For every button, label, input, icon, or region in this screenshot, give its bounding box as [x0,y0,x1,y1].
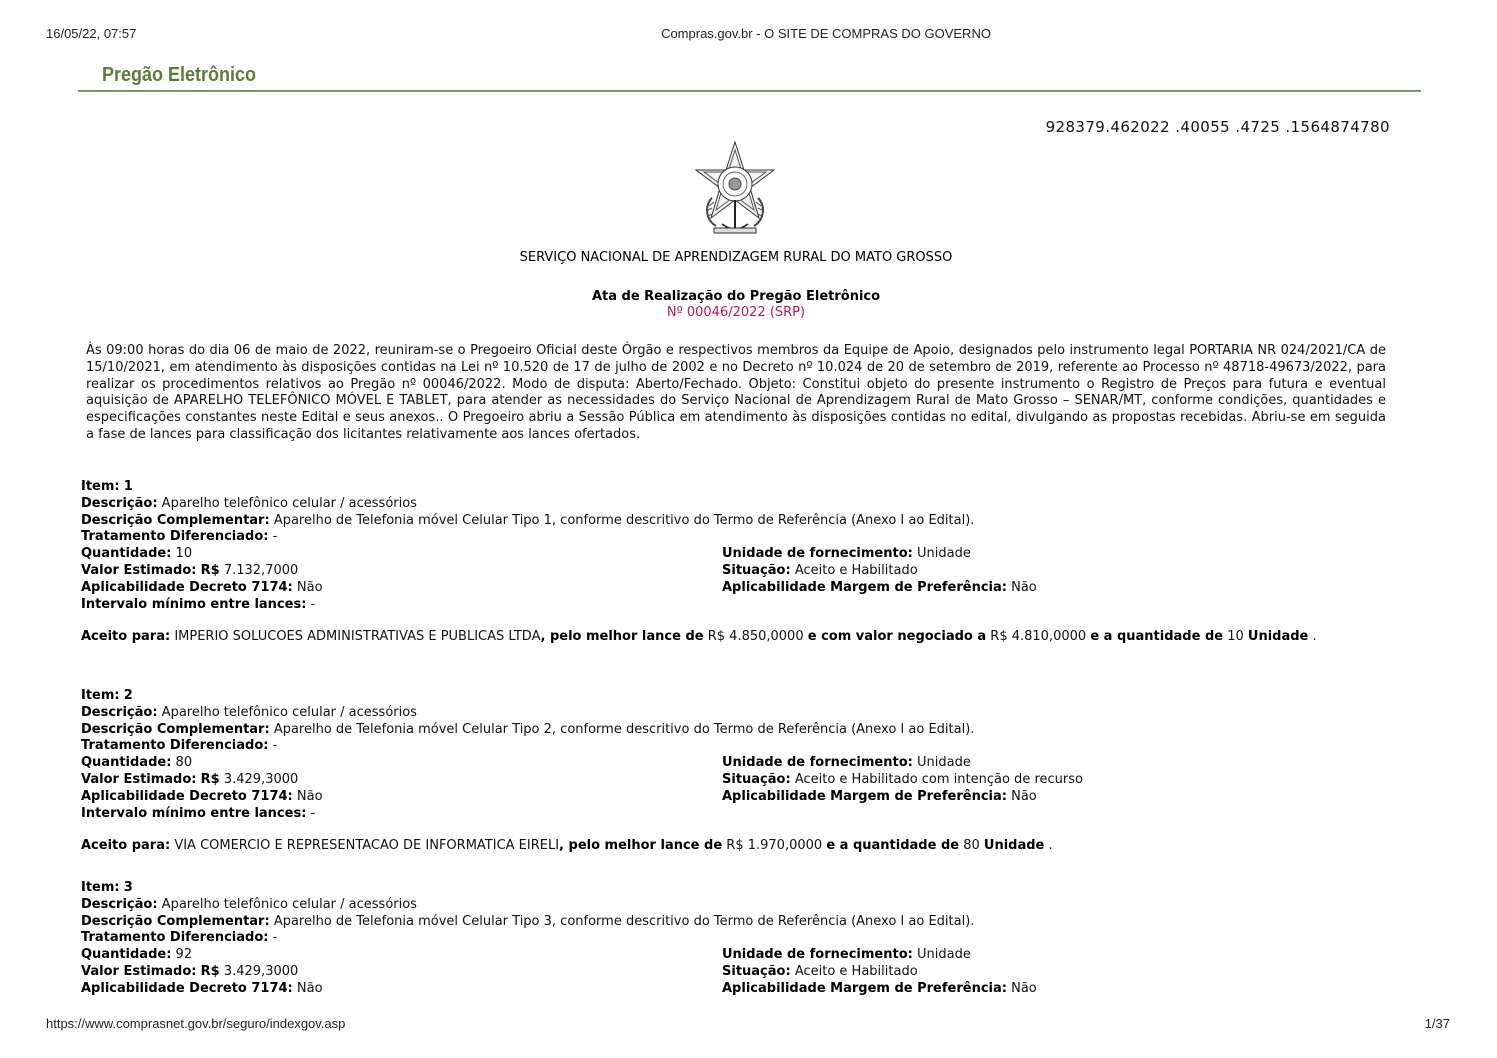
winner-name: IMPERIO SOLUCOES ADMINISTRATIVAS E PUBLICAS LTDA [174,629,541,644]
header-divider [78,90,1421,92]
item-description: Aparelho telefônico celular / acessórios [161,495,417,511]
item-block: Item: 2 Descrição: Aparelho telefônico celular / acessórios Descrição Complementar: Aparelho de Telefonia móvel Celular Tipo 2, conforme descritivo do Termo de Referência (Anexo I ao Edital). Tratamento Diferenciado: - Quantidade: 80 Unidade de fornecimento: Unidade Valor Estimado: R$ 3.429,3000 Situação: Aceito e Habilitado com intenção de recurso Aplicabilidade Decreto 7174: Não Aplicabilidade Margem de Preferência: Não Intervalo mínimo entre lances: - [81,688,1083,821]
item-accepted: Aceito para: IMPERIO SOLUCOES ADMINISTRATIVAS E PUBLICAS LTDA, pelo melhor lance de R$ 4.850,0000 e com valor negociado a R$ 4.810,0000 e a quantidade de 10 Unidade . [81,629,1317,644]
item-estimated-value: 3.429,3000 [223,963,299,979]
print-page-counter: 1/37 [1424,1016,1450,1031]
item-accepted: Aceito para: VIA COMERCIO E REPRESENTACAO DE INFORMATICA EIRELI, pelo melhor lance de R$ 1.970,0000 e a quantidade de 80 Unidade . [81,838,1053,853]
print-page-title: Compras.gov.br - O SITE DE COMPRAS DO GOVERNO [661,26,991,41]
item-block: Item: 1 Descrição: Aparelho telefônico celular / acessórios Descrição Complementar: Aparelho de Telefonia móvel Celular Tipo 1, conforme descritivo do Termo de Referência (Anexo I ao Edital). Tratamento Diferenciado: - Quantidade: 10 Unidade de fornecimento: Unidade Valor Estimado: R$ 7.132,7000 Situação: Aceito e Habilitado Aplicabilidade Decreto 7174: Não Aplicabilidade Margem de Preferência: Não Intervalo mínimo entre lances: - [81,479,1037,612]
item-description: Aparelho telefônico celular / acessórios [161,896,417,912]
document-number-srp: Nº 00046/2022 (SRP) [666,305,806,320]
item-number: 2 [123,688,133,703]
item-estimated-value: 7.132,7000 [223,562,299,578]
item-description-compl: Aparelho de Telefonia móvel Celular Tipo 1, conforme descritivo do Termo de Referência (Anexo I ao Edital). [273,512,975,528]
print-datetime: 16/05/22, 07:57 [46,26,137,41]
item-status: Aceito e Habilitado [794,562,918,578]
item-description-compl: Aparelho de Telefonia móvel Celular Tipo 2, conforme descritivo do Termo de Referência (Anexo I ao Edital). [273,721,975,737]
organization-name: SERVIÇO NACIONAL DE APRENDIZAGEM RURAL DO MATO GROSSO [519,250,953,265]
intro-paragraph: Às 09:00 horas do dia 06 de maio de 2022, reuniram-se o Pregoeiro Oficial deste Órgão e respectivos membros da Equipe de Apoio, designados pelo instrumento legal PORTARIA NR 024/2021/CA de 15/10/2021, em atendimento às disposições contidas na Lei nº 10.520 de 17 de julho de 2002 e no Decreto nº 10.024 de 20 de setembro de 2019, referente ao Processo nº 48718-49673/2022, para realizar os procedimentos relativos ao Pregão nº 00046/2022. Modo de disputa: Aberto/Fechado. Objeto: Constitui objeto do presente instrumento o Registro de Preços para futura e eventual aquisição de APARELHO TELEFÔNICO MÓVEL E TABLET, para atender as necessidades do Serviço Nacional de Aprendizagem Rural de Mato Grosso – SENAR/MT, conforme condições, quantidades e especificações constantes neste Edital e seus anexos.. O Pregoeiro abriu a Sessão Pública em atendimento às disposições contidas no edital, divulgando as propostas recebidas. Abriu-se em seguida a fase de lances para classificação dos licitantes relativamente aos lances ofertados. [86,343,1386,442]
item-status: Aceito e Habilitado com intenção de recurso [794,771,1083,787]
item-quantity: 10 [175,546,193,562]
item-description: Aparelho telefônico celular / acessórios [161,704,417,720]
item-number: 3 [123,880,133,895]
item-estimated-value: 3.429,3000 [223,771,299,787]
item-status: Aceito e Habilitado [794,963,918,979]
coat-of-arms-icon [692,140,778,238]
item-quantity: 80 [175,755,193,771]
page-title: Pregão Eletrônico [102,64,257,86]
item-description-compl: Aparelho de Telefonia móvel Celular Tipo 3, conforme descritivo do Termo de Referência (Anexo I ao Edital). [273,913,975,929]
item-number: 1 [123,479,133,494]
item-quantity: 92 [175,947,193,963]
document-number: 928379.462022 .40055 .4725 .1564874780 [1045,118,1390,136]
item-block: Item: 3 Descrição: Aparelho telefônico celular / acessórios Descrição Complementar: Aparelho de Telefonia móvel Celular Tipo 3, conforme descritivo do Termo de Referência (Anexo I ao Edital). Tratamento Diferenciado: - Quantidade: 92 Unidade de fornecimento: Unidade Valor Estimado: R$ 3.429,3000 Situação: Aceito e Habilitado Aplicabilidade Decreto 7174: Não Aplicabilidade Margem de Preferência: Não [81,880,1037,996]
winner-name: VIA COMERCIO E REPRESENTACAO DE INFORMATICA EIRELI [174,838,560,853]
document-title: Ata de Realização do Pregão Eletrônico [591,289,881,304]
print-url: https://www.comprasnet.gov.br/seguro/indexgov.asp [46,1016,346,1031]
